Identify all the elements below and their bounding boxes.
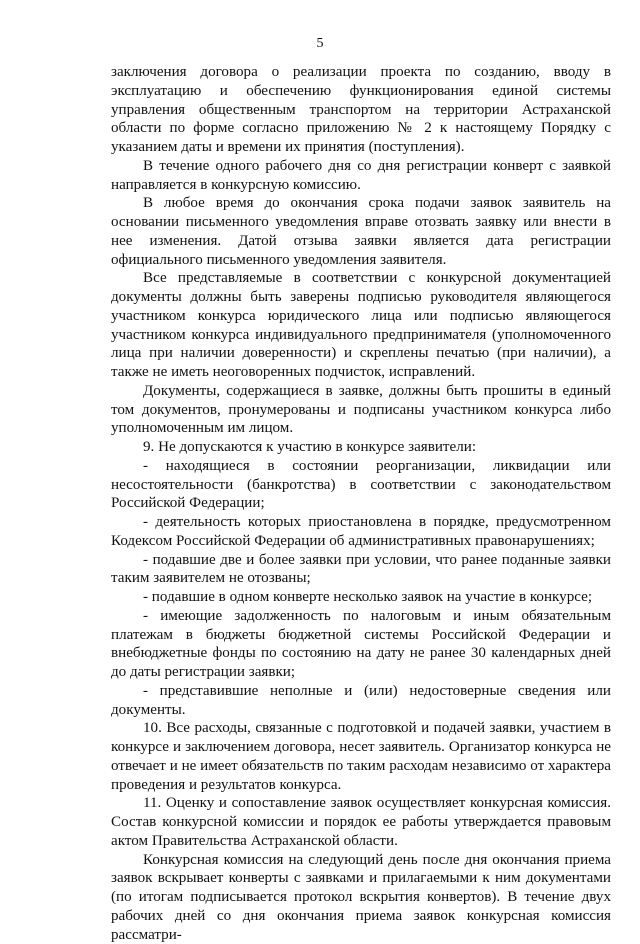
document-body: [111, 63, 611, 944]
list-item: - представившие неполные и (или) недостоверные сведения или документы.: [111, 682, 611, 720]
list-item: - подавшие две и более заявки при условии, что ранее поданные заявки таким заявителем не отозваны;: [111, 551, 611, 589]
list-item: - подавшие в одном конверте несколько заявок на участие в конкурсе;: [111, 588, 611, 607]
paragraph: В течение одного рабочего дня со дня регистрации конверт с заявкой направляется в конкурсную комиссию.: [111, 157, 611, 195]
page-number: 5: [0, 36, 640, 52]
paragraph-continuation: заключения договора о реализации проекта по созданию, вводу в эксплуатацию и обеспечению функционирования единой системы управления общественным транспортом на территории Астраханской области по форме согласно приложению № 2 к настоящему Порядку с указанием даты и времени их принятия (поступления).: [111, 63, 611, 157]
paragraph-item-11: 11. Оценку и сопоставление заявок осуществляет конкурсная комиссия. Состав конкурсной комиссии и порядок ее работы утверждается правовым актом Правительства Астраханской области.: [111, 794, 611, 850]
paragraph: Конкурсная комиссия на следующий день после дня окончания приема заявок вскрывает конверты с заявками и прилагаемыми к ним документами (по итогам подписывается протокол вскрытия конвертов). В течение двух рабочих дней со дня окончания приема заявок конкурсная комиссия рассматри-: [111, 851, 611, 944]
paragraph: В любое время до окончания срока подачи заявок заявитель на основании письменного уведомления вправе отозвать заявку или внести в нее изменения. Датой отзыва заявки является дата регистрации официального письменного уведомления заявителя.: [111, 194, 611, 269]
paragraph: Все представляемые в соответствии с конкурсной документацией документы должны быть заверены подписью руководителя являющегося участником конкурса юридического лица или подписью являющегося участником конкурса индивидуального предпринимателя (уполномоченного лица при наличии доверенности) и скреплены печатью (при наличии), а также не иметь неоговоренных подчисток, исправлений.: [111, 269, 611, 382]
list-item: - деятельность которых приостановлена в порядке, предусмотренном Кодексом Российской Федерации об административных правонарушениях;: [111, 513, 611, 551]
list-item: - имеющие задолженность по налоговым и иным обязательным платежам в бюджеты бюджетной системы Российской Федерации и внебюджетные фонды по состоянию на дату не ранее 30 календарных дней до даты регистрации заявки;: [111, 607, 611, 682]
paragraph-item-10: 10. Все расходы, связанные с подготовкой и подачей заявки, участием в конкурсе и заключением договора, несет заявитель. Организатор конкурса не отвечает и не имеет обязательств по таким расходам независимо от характера проведения и результатов конкурса.: [111, 719, 611, 794]
paragraph-item-9: 9. Не допускаются к участию в конкурсе заявители:: [111, 438, 611, 457]
paragraph: Документы, содержащиеся в заявке, должны быть прошиты в единый том документов, пронумерованы и подписаны участником конкурса либо уполномоченным им лицом.: [111, 382, 611, 438]
list-item: - находящиеся в состоянии реорганизации, ликвидации или несостоятельности (банкротства) в соответствии с законодательством Российской Федерации;: [111, 457, 611, 513]
